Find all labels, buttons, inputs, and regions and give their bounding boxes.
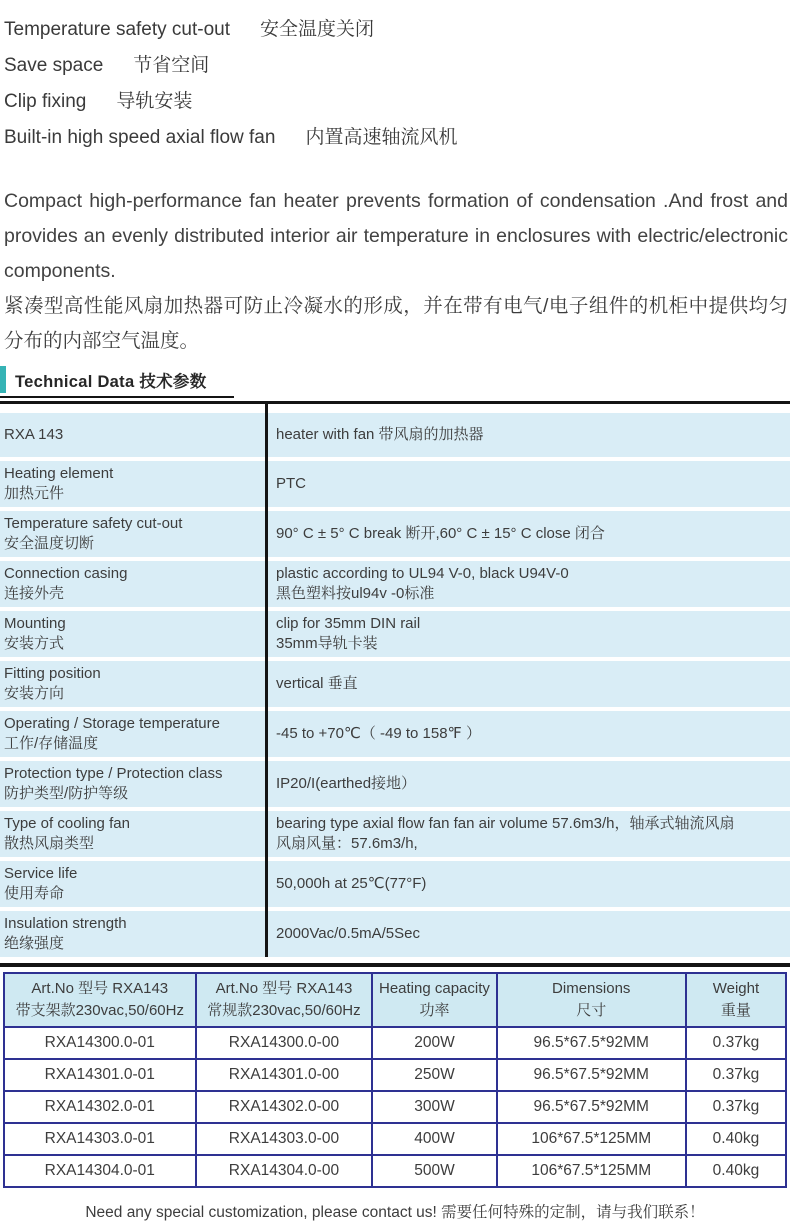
cell-artno-bracket: RXA14304.0-01 [4,1155,196,1187]
tech-key [0,561,265,607]
tech-value [265,611,790,657]
tech-key [0,422,265,448]
tech-key [0,661,265,707]
col-header-line: Heating capacity [379,980,490,997]
tech-key [0,611,265,657]
feature-text-zh: 导轨安装 [116,91,193,112]
cell-dimensions: 96.5*67.5*92MM [497,1091,686,1123]
tech-key-line: 安装方式 [4,635,65,652]
cell-heating-capacity: 200W [372,1027,496,1059]
tech-section-header [0,366,234,398]
tech-key-line: Protection type / Protection class [4,765,223,782]
col-header-line: Weight [712,980,760,997]
table-row [4,1059,786,1091]
cell-artno-bracket: RXA14303.0-01 [4,1123,196,1155]
cell-heating-capacity: 300W [372,1091,496,1123]
tech-row [0,611,790,657]
tech-row [0,461,790,507]
cell-dimensions: 96.5*67.5*92MM [497,1027,686,1059]
cell-weight: 0.40kg [686,1123,786,1155]
feature-list [0,0,790,156]
feature-text-en: Temperature safety cut-out [4,19,230,40]
tech-key [0,511,265,557]
accent-bar [0,366,6,393]
tech-key [0,711,265,757]
tech-row [0,711,790,757]
cell-artno-standard: RXA14302.0-00 [196,1091,373,1123]
description-en: Compact high-performance fan heater prevents formation of condensation .And frost and provides an evenly distributed interior air temperature in enclosures with electric/electronic components. [4,190,788,282]
feature-text-zh: 安全温度关闭 [260,19,375,40]
ordering-table-header-row [4,973,786,1027]
tech-value [265,422,790,448]
tech-key-line: 防护类型/防护等级 [4,785,129,802]
tech-value-line: 2000Vac/0.5mA/5Sec [276,925,420,942]
cell-artno-standard: RXA14303.0-00 [196,1123,373,1155]
tech-key-line: Temperature safety cut-out [4,515,183,532]
feature-text-en: Save space [4,55,104,76]
col-header-dimensions [497,973,686,1027]
tech-key-line: 加热元件 [4,485,65,502]
feature-text-en: Clip fixing [4,91,87,112]
feature-text-zh: 节省空间 [133,55,210,76]
tech-key-line: 连接外壳 [4,585,65,602]
tech-row [0,861,790,907]
tech-value-line: IP20/I(earthed接地） [276,775,417,792]
tech-value-line: 黑色塑料按ul94v -0标准 [276,585,435,602]
tech-value-line: heater with fan 带风扇的加热器 [276,426,484,443]
cell-heating-capacity: 400W [372,1123,496,1155]
cell-weight: 0.37kg [686,1027,786,1059]
tech-key [0,461,265,507]
table-row [4,1027,786,1059]
tech-value-line: -45 to +70℃（ -49 to 158℉ ） [276,725,481,742]
table-row [4,1155,786,1187]
feature-item [4,120,790,156]
tech-row [0,811,790,857]
cell-artno-bracket: RXA14301.0-01 [4,1059,196,1091]
tech-row [0,761,790,807]
tech-key [0,811,265,857]
tech-value-line: 35mm导轨卡装 [276,635,378,652]
tech-row [0,561,790,607]
tech-key-line: Fitting position [4,665,101,682]
col-header-artno-standard [196,973,373,1027]
cell-artno-standard: RXA14304.0-00 [196,1155,373,1187]
cell-artno-bracket: RXA14302.0-01 [4,1091,196,1123]
col-header-line: 重量 [720,1002,751,1019]
table-row [4,1123,786,1155]
cell-artno-bracket: RXA14300.0-01 [4,1027,196,1059]
tech-value-line: PTC [276,475,306,492]
tech-value-line: 风扇风量：57.6m3/h, [276,835,418,852]
tech-key [0,861,265,907]
tech-key-line: 绝缘强度 [4,935,65,952]
tech-key-line: Service life [4,865,78,882]
tech-key [0,761,265,807]
col-header-line: 常规款230vac,50/60Hz [207,1002,361,1019]
tech-key-line: 使用寿命 [4,885,65,902]
tech-row [0,511,790,557]
cell-heating-capacity: 500W [372,1155,496,1187]
tech-row [0,661,790,707]
tech-key-line: Heating element [4,465,114,482]
feature-item [4,48,790,84]
tech-value [265,471,790,497]
tech-value-line: 50,000h at 25℃(77°F) [276,875,427,892]
cell-dimensions: 106*67.5*125MM [497,1155,686,1187]
col-header-line: Dimensions [552,980,631,997]
col-header-artno-bracket [4,973,196,1027]
tech-key-line: 安装方向 [4,685,65,702]
tech-value [265,771,790,797]
feature-text-en: Built-in high speed axial flow fan [4,127,276,148]
col-header-line: Art.No 型号 RXA143 [215,980,353,997]
tech-value-line: 90° C ± 5° C break 断开,60° C ± 15° C close 闭合 [276,525,605,542]
tech-key-line: Operating / Storage temperature [4,715,220,732]
tech-value-line: vertical 垂直 [276,675,358,692]
ordering-table [3,972,787,1188]
table-row [4,1091,786,1123]
tech-key-line: Type of cooling fan [4,815,130,832]
tech-key-line: RXA 143 [4,426,64,443]
tech-key-line: 工作/存储温度 [4,735,99,752]
feature-item [4,84,790,120]
col-header-weight [686,973,786,1027]
tech-key-line: Connection casing [4,565,128,582]
tech-value [265,921,790,947]
tech-key-line: 散热风扇类型 [4,835,95,852]
tech-row [0,413,790,457]
product-description [0,184,790,359]
section-divider-rule [0,963,790,967]
cell-heating-capacity: 250W [372,1059,496,1091]
tech-section-title: Technical Data 技术参数 [15,372,207,391]
tech-value [265,721,790,747]
tech-value-line: bearing type axial flow fan fan air volume 57.6m3/h，轴承式轴流风扇 [276,815,735,832]
col-header-line: 功率 [419,1002,450,1019]
tech-key-line: Mounting [4,615,66,632]
cell-artno-standard: RXA14300.0-00 [196,1027,373,1059]
column-divider [265,404,268,957]
cell-dimensions: 106*67.5*125MM [497,1123,686,1155]
tech-value [265,871,790,897]
col-header-heating-capacity [372,973,496,1027]
col-header-line: 尺寸 [576,1002,607,1019]
tech-value [265,521,790,547]
cell-artno-standard: RXA14301.0-00 [196,1059,373,1091]
feature-text-zh: 内置高速轴流风机 [305,127,458,148]
cell-dimensions: 96.5*67.5*92MM [497,1059,686,1091]
tech-value-line: plastic according to UL94 V-0, black U94V-0 [276,565,569,582]
tech-row [0,911,790,957]
feature-item [4,12,790,48]
tech-key-line: Insulation strength [4,915,127,932]
cell-weight: 0.37kg [686,1059,786,1091]
tech-key-line: 安全温度切断 [4,535,95,552]
description-zh: 紧凑型高性能风扇加热器可防止冷凝水的形成，并在带有电气/电子组件的机柜中提供均匀分布的内部空气温度。 [4,295,788,352]
cell-weight: 0.37kg [686,1091,786,1123]
tech-value-line: clip for 35mm DIN rail [276,615,421,632]
tech-key [0,911,265,957]
footer-note: Need any special customization, please contact us! 需要任何特殊的定制，请与我们联系！ [85,1204,705,1221]
tech-data-table [0,401,790,957]
tech-value [265,671,790,697]
cell-weight: 0.40kg [686,1155,786,1187]
tech-value [265,561,790,607]
col-header-line: Art.No 型号 RXA143 [31,980,169,997]
col-header-line: 带支架款230vac,50/60Hz [15,1002,184,1019]
tech-value [265,811,790,857]
